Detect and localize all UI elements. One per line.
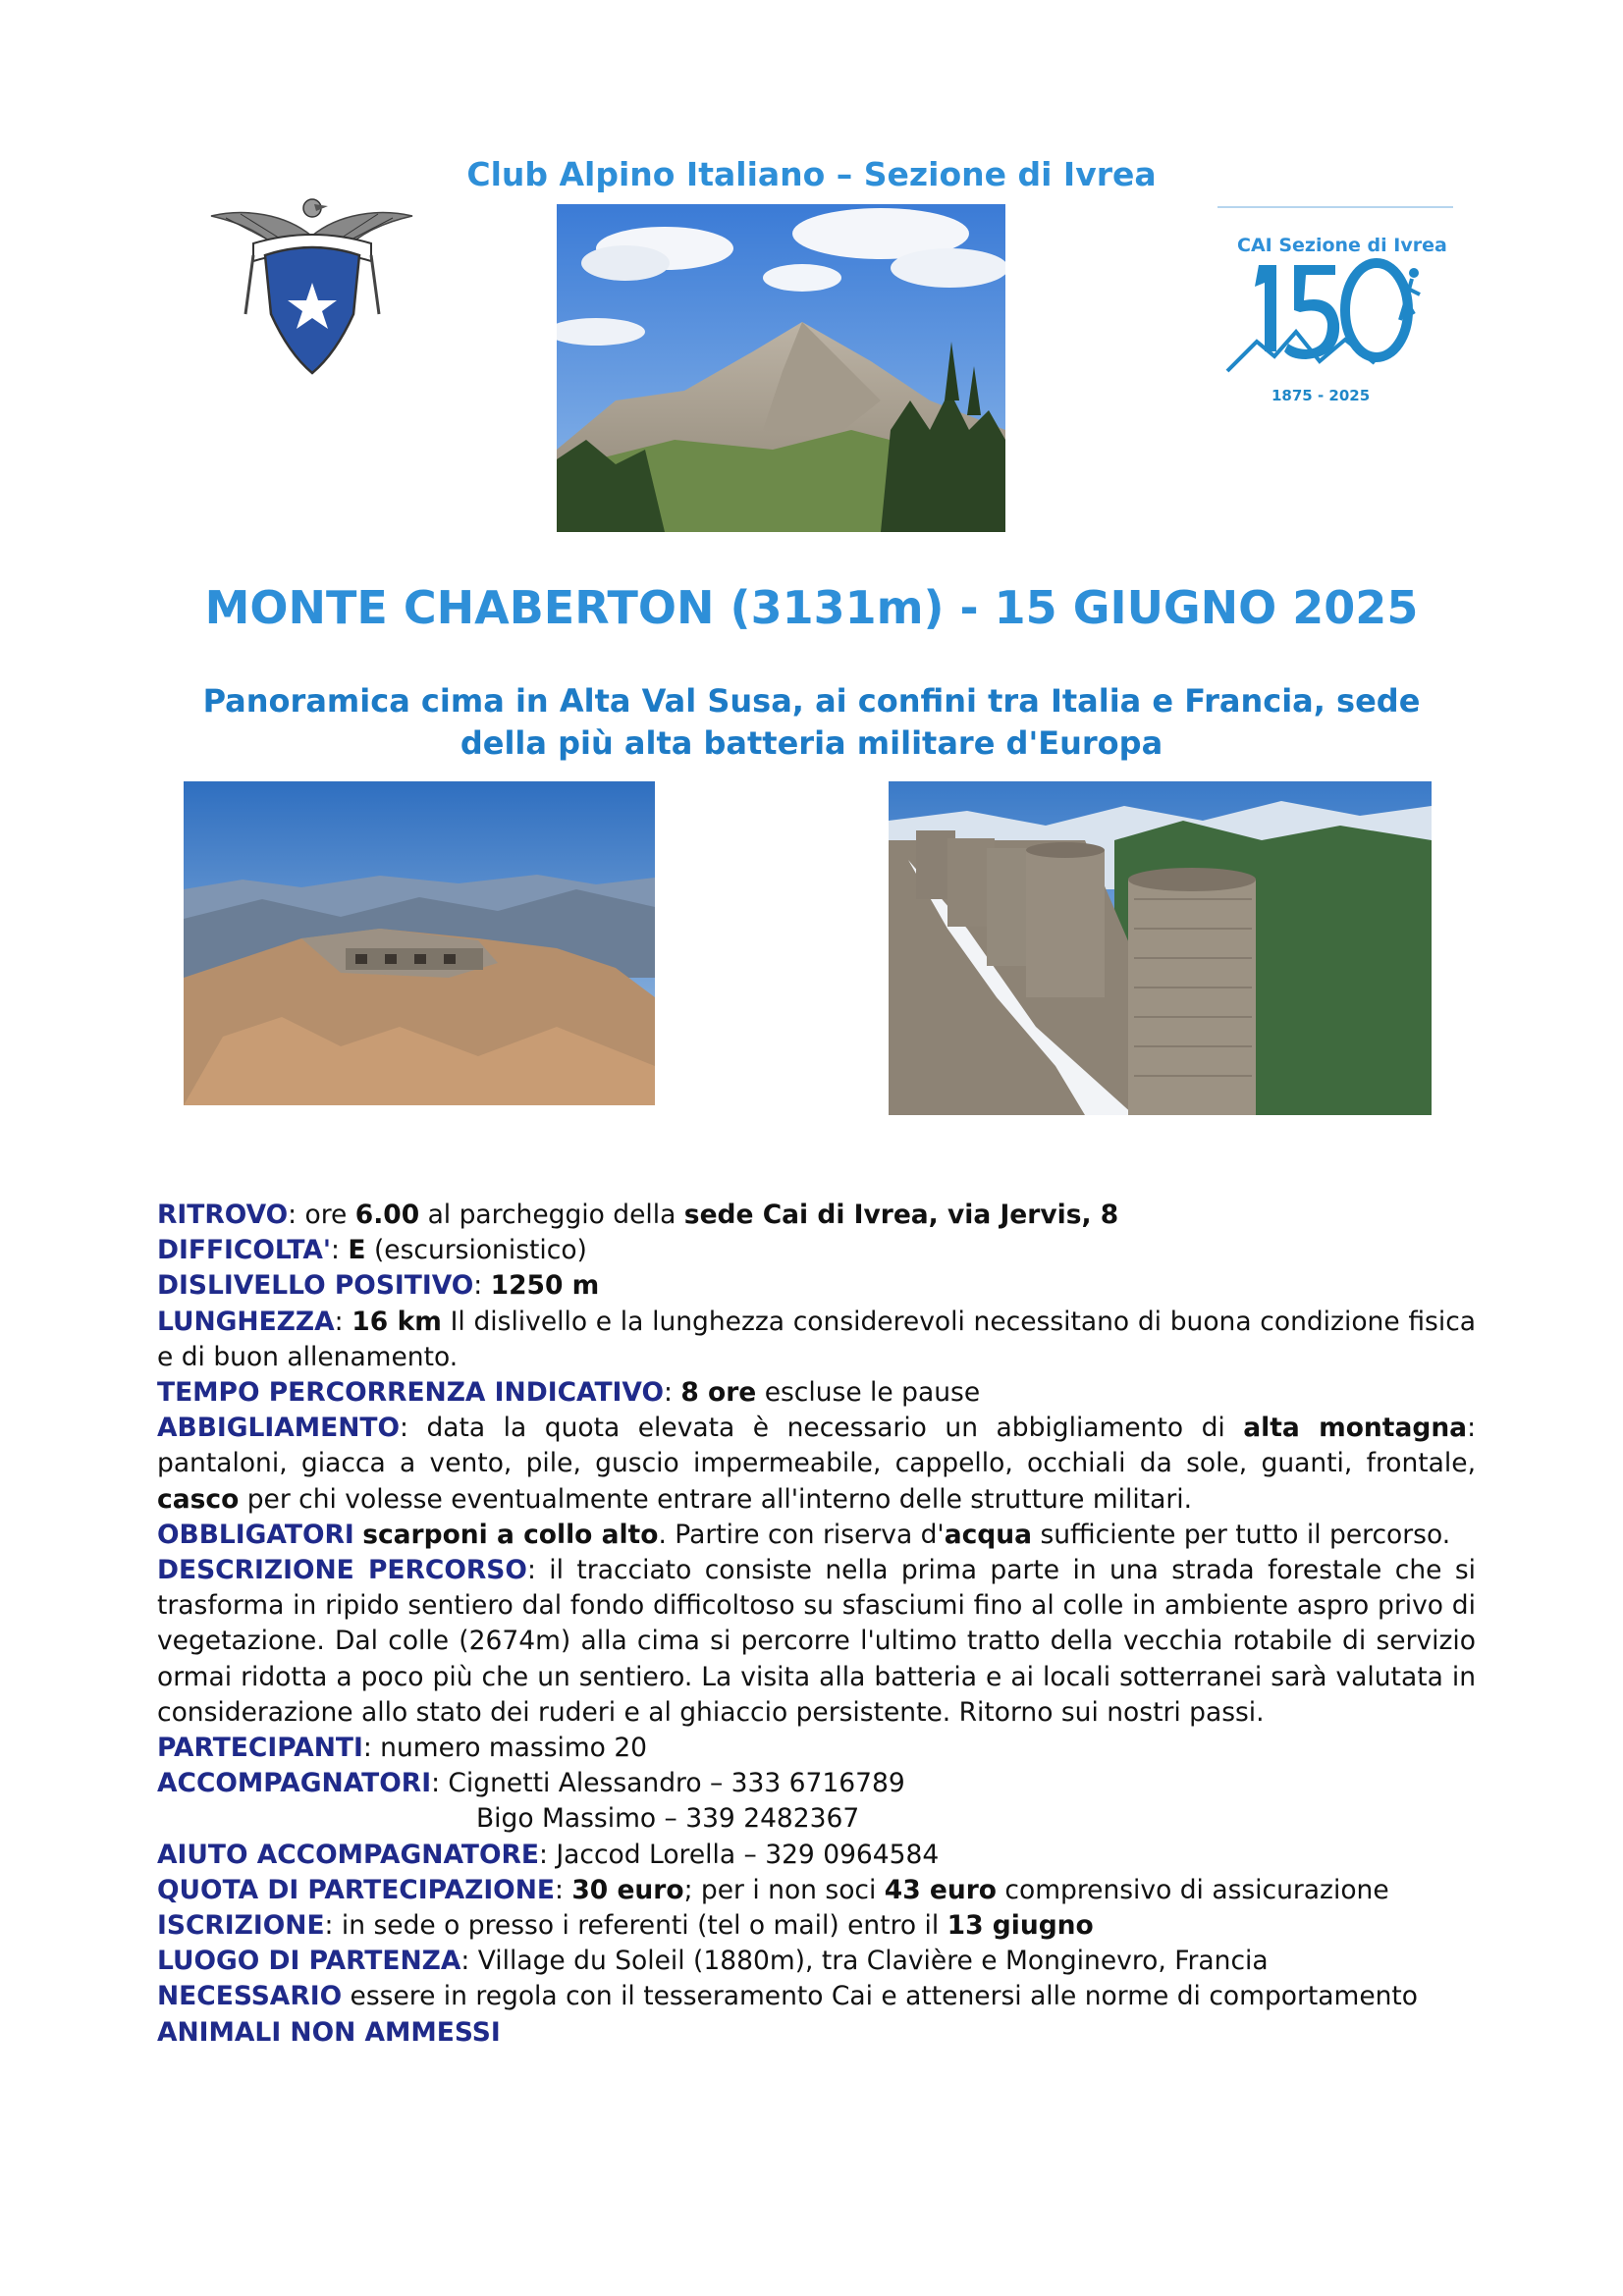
label-iscrizione: ISCRIZIONE <box>157 1910 325 1942</box>
partecipanti-text: : numero massimo 20 <box>362 1733 648 1764</box>
detail-partecipanti <box>157 1731 1476 1766</box>
quota-sep: : <box>555 1874 572 1905</box>
necessario-text: essere in regola con il tesseramento Cai e attenersi alle norme di comportamento <box>342 1981 1419 2012</box>
quota-text-2: comprensivo di assicurazione <box>996 1874 1389 1905</box>
quota-soci: 30 euro <box>571 1874 684 1905</box>
lunghezza-desc: Il dislivello e la lunghezza considerevoli necessitano di buona condizione fisica e di buon allenamento. <box>157 1306 1477 1372</box>
abbigliamento-bold-2: casco <box>157 1483 240 1515</box>
logo-150-years: 1875 - 2025 <box>1271 387 1371 404</box>
label-quota: QUOTA DI PARTECIPAZIONE <box>157 1874 555 1905</box>
logo-150-caption: CAI Sezione di Ivrea <box>1237 235 1447 256</box>
aiuto-text: : Jaccod Lorella – 329 0964584 <box>539 1839 940 1870</box>
ritrovo-time: 6.00 <box>354 1200 420 1230</box>
descrizione-text: : il tracciato consiste nella prima parte in una strada forestale che si trasforma in ripido sentiero dal fondo difficoltoso su sfasciumi fino al colle in ambiente aspro privo di vegetazione. Dal colle (2674m) alla cima si percorre l'ultimo tratto della vecchia rotabile di servizio ormai ridotta a poco più che un sentiero. La visita alla batteria e ai locali sotterranei sarà valutata in considerazione allo stato dei ruderi e al ghiaccio persistente. Ritorno sui nostri passi. <box>157 1555 1476 1728</box>
hero-mountain-photo <box>557 204 1005 532</box>
abbigliamento-bold-1: alta montagna <box>1243 1413 1468 1444</box>
detail-accompagnatori <box>157 1766 1476 1801</box>
iscrizione-text: : in sede o presso i referenti (tel o mail) entro il <box>324 1910 947 1942</box>
abbigliamento-text: : data la quota elevata è necessario un abbigliamento di <box>400 1413 1244 1444</box>
detail-difficolta <box>157 1233 1476 1268</box>
ritrovo-text: : ore <box>288 1200 355 1230</box>
detail-animali <box>157 2015 1476 2051</box>
detail-aiuto <box>157 1838 1476 1873</box>
detail-necessario <box>157 1979 1476 2014</box>
detail-luogo <box>157 1944 1476 1979</box>
detail-obbligatori <box>157 1518 1476 1553</box>
tempo-sep: : <box>663 1377 681 1409</box>
detail-iscrizione <box>157 1908 1476 1944</box>
label-luogo: LUOGO DI PARTENZA <box>157 1946 461 1977</box>
lunghezza-sep: : <box>334 1306 352 1337</box>
difficolta-sep: : <box>331 1235 349 1266</box>
obbligatori-text: . Partire con riserva d' <box>658 1519 945 1550</box>
obbligatori-sep <box>354 1520 362 1550</box>
lunghezza-value: 16 km <box>352 1306 442 1337</box>
fortress-aerial-photo <box>184 781 655 1105</box>
obbligatori-bold-2: acqua <box>944 1519 1033 1550</box>
event-title: MONTE CHABERTON (3131m) - 15 GIUGNO 2025 <box>204 581 1419 634</box>
ritrovo-place: sede Cai di Ivrea, via Jervis, 8 <box>683 1200 1119 1230</box>
label-aiuto: AIUTO ACCOMPAGNATORE <box>157 1839 540 1870</box>
cai-150-logo <box>1217 204 1453 410</box>
label-abbigliamento: ABBIGLIAMENTO <box>157 1413 401 1444</box>
dislivello-value: 1250 m <box>490 1270 600 1302</box>
difficolta-desc: (escursionistico) <box>365 1235 587 1266</box>
detail-dislivello <box>157 1268 1476 1304</box>
label-animali: ANIMALI NON AMMESSI <box>157 2016 501 2048</box>
obbligatori-bold-1: scarponi a collo alto <box>362 1519 659 1550</box>
iscrizione-date: 13 giugno <box>947 1910 1094 1942</box>
label-descrizione: DESCRIZIONE PERCORSO <box>157 1555 527 1586</box>
fortress-towers-photo <box>889 781 1432 1115</box>
ritrovo-text-2: al parcheggio della <box>419 1200 684 1230</box>
dislivello-sep: : <box>473 1270 491 1302</box>
detail-quota <box>157 1873 1476 1908</box>
quota-text: ; per i non soci <box>683 1874 885 1905</box>
luogo-text: : Village du Soleil (1880m), tra Clavière e Monginevro, Francia <box>460 1946 1269 1977</box>
detail-abbigliamento <box>157 1411 1476 1518</box>
cai-logo <box>206 196 417 378</box>
label-lunghezza: LUNGHEZZA <box>157 1306 335 1337</box>
label-accompagnatori: ACCOMPAGNATORI <box>157 1768 432 1799</box>
event-subtitle: Panoramica cima in Alta Val Susa, ai confini tra Italia e Francia, sede della più alta batteria militare d'Europa <box>202 682 1421 762</box>
detail-ritrovo <box>157 1198 1476 1233</box>
tempo-value: 8 ore <box>680 1377 757 1409</box>
accompagnatori-1: : Cignetti Alessandro – 333 6716789 <box>431 1768 905 1799</box>
accompagnatori-2: Bigo Massimo – 339 2482367 <box>476 1803 860 1835</box>
quota-non-soci: 43 euro <box>884 1874 997 1905</box>
obbligatori-text-2: sufficiente per tutto il percorso. <box>1032 1519 1451 1550</box>
label-partecipanti: PARTECIPANTI <box>157 1733 363 1764</box>
label-ritrovo: RITROVO <box>157 1200 289 1230</box>
abbigliamento-text-2: : pantaloni, giacca a vento, pile, guscio impermeabile, cappello, occhiali da sole, guanti, frontale, <box>157 1413 1477 1479</box>
organization-heading: Club Alpino Italiano – Sezione di Ivrea <box>466 155 1157 193</box>
detail-lunghezza <box>157 1305 1476 1375</box>
label-obbligatori: OBBLIGATORI <box>157 1519 354 1550</box>
difficolta-grade: E <box>348 1235 366 1266</box>
detail-accompagnatori-2 <box>157 1801 1476 1837</box>
label-tempo: TEMPO PERCORRENZA INDICATIVO <box>157 1377 664 1409</box>
tempo-desc: escluse le pause <box>756 1377 981 1409</box>
label-dislivello: DISLIVELLO POSITIVO <box>157 1270 474 1302</box>
detail-tempo <box>157 1375 1476 1411</box>
abbigliamento-text-3: per chi volesse eventualmente entrare all'interno delle strutture militari. <box>239 1483 1193 1515</box>
label-difficolta: DIFFICOLTA' <box>157 1235 332 1266</box>
label-necessario: NECESSARIO <box>157 1981 343 2012</box>
detail-descrizione <box>157 1553 1476 1731</box>
event-details <box>157 1198 1476 2051</box>
